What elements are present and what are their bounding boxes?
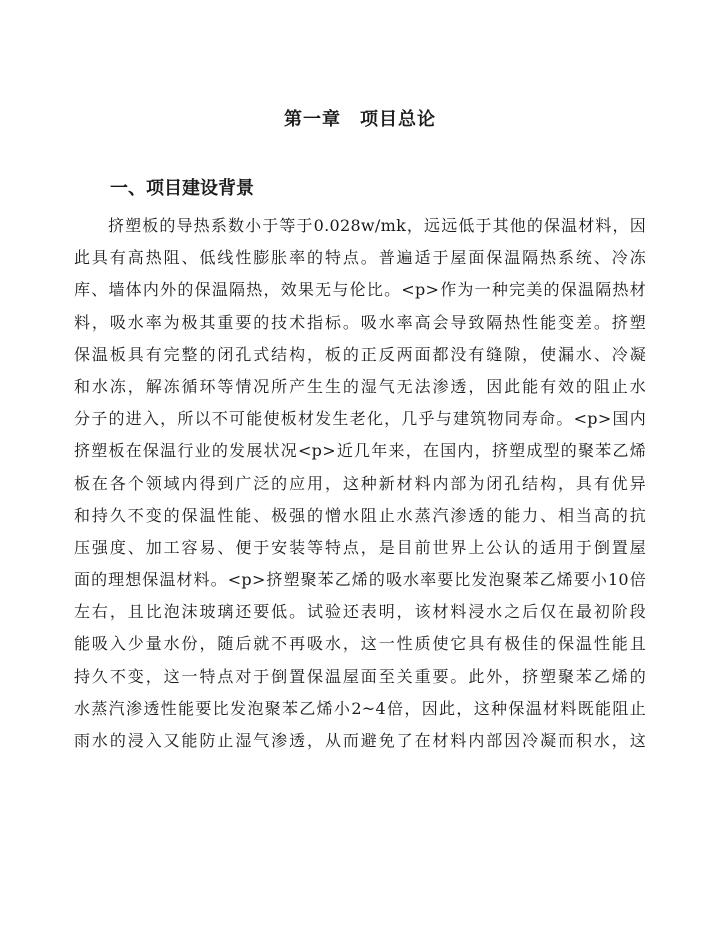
section-heading: 一、项目建设背景 <box>110 178 254 199</box>
paragraph-line: 压强度、加工容易、便于安装等特点，是目前世界上公认的适用于倒置屋 <box>74 537 646 557</box>
paragraph-line: 和持久不变的保温性能、极强的憎水阻止水蒸汽渗透的能力、相当高的抗 <box>74 505 646 525</box>
paragraph-line: 此具有高热阻、低线性膨胀率的特点。普遍适于屋面保温隔热系统、冷冻 <box>74 248 646 268</box>
paragraph-line: 分子的进入，所以不可能使板材发生老化，几乎与建筑物同寿命。<p>国内 <box>74 409 646 429</box>
paragraph-line: 雨水的浸入又能防止湿气渗透，从而避免了在材料内部因冷凝而积水，这 <box>74 731 646 750</box>
paragraph-line: 能吸入少量水份，随后就不再吸水，这一性质使它具有极佳的保温性能且 <box>74 634 646 654</box>
paragraph-line: 保温板具有完整的闭孔式结构，板的正反两面都没有缝隙，使漏水、冷凝 <box>74 344 646 364</box>
paragraph-line: 和水冻，解冻循环等情况所产生生的湿气无法渗透，因此能有效的阻止水 <box>74 376 646 396</box>
paragraph-line: 面的理想保温材料。<p>挤塑聚苯乙烯的吸水率要比发泡聚苯乙烯要小10倍 <box>74 570 646 590</box>
paragraph-line: 挤塑板在保温行业的发展状况<p>近几年来，在国内，挤塑成型的聚苯乙烯 <box>74 441 646 461</box>
chapter-title: 第一章 项目总论 <box>284 109 436 130</box>
body-paragraph <box>74 210 646 757</box>
paragraph-line: 水蒸汽渗透性能要比发泡聚苯乙烯小2~4倍，因此，这种保温材料既能阻止 <box>74 698 646 718</box>
paragraph-line: 料，吸水率为极其重要的技术指标。吸水率高会导致隔热性能变差。挤塑 <box>74 312 646 332</box>
paragraph-line: 左右，且比泡沫玻璃还要低。试验还表明，该材料浸水之后仅在最初阶段 <box>74 602 646 622</box>
paragraph-line: 板在各个领域内得到广泛的应用，这种新材料内部为闭孔结构，具有优异 <box>74 473 646 493</box>
paragraph-line: 挤塑板的导热系数小于等于0.028w/mk，远远低于其他的保温材料，因 <box>108 216 646 235</box>
paragraph-line: 库、墙体内外的保温隔热，效果无与伦比。<p>作为一种完美的保温隔热材 <box>74 280 646 300</box>
paragraph-line: 持久不变，这一特点对于倒置保温屋面至关重要。此外，挤塑聚苯乙烯的 <box>74 666 646 686</box>
